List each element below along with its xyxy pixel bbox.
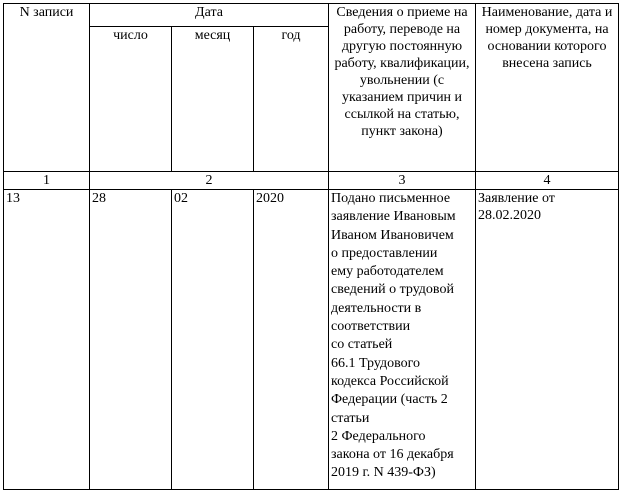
record-employment-info: Подано письменное заявление Ивановым Иваном Ивановичем о предоставлении ему работодателем сведений о трудовой деятельности в соответствии со статьей 66.1 Трудового кодекса Российской Федерации (часть 2 статьи 2 Федерального закона от 16 декабря 2019 г. N 439-ФЗ) xyxy=(331,191,456,481)
header-employment-info: Сведения о приеме на работу, переводе на другую постоянную работу, квалификации, увольнении (с указанием причин и ссылкой на статью, пункт закона) xyxy=(329,4,476,172)
record-year: 2020 xyxy=(254,190,329,490)
work-record-table xyxy=(3,3,619,490)
header-record-number: N записи xyxy=(4,4,90,172)
record-document: Заявление от 28.02.2020 xyxy=(476,190,619,490)
header-year: год xyxy=(254,27,329,172)
record-employment-info-cell xyxy=(329,190,476,490)
header-day: число xyxy=(90,27,172,172)
header-month: месяц xyxy=(172,27,254,172)
column-number-3: 3 xyxy=(329,172,476,190)
column-number-4: 4 xyxy=(476,172,619,190)
record-number: 13 xyxy=(4,190,90,490)
header-document: Наименование, дата и номер документа, на основании которого внесена запись xyxy=(476,4,619,172)
record-month: 02 xyxy=(172,190,254,490)
header-date: Дата xyxy=(90,4,329,27)
column-number-2: 2 xyxy=(90,172,329,190)
record-day: 28 xyxy=(90,190,172,490)
column-number-1: 1 xyxy=(4,172,90,190)
